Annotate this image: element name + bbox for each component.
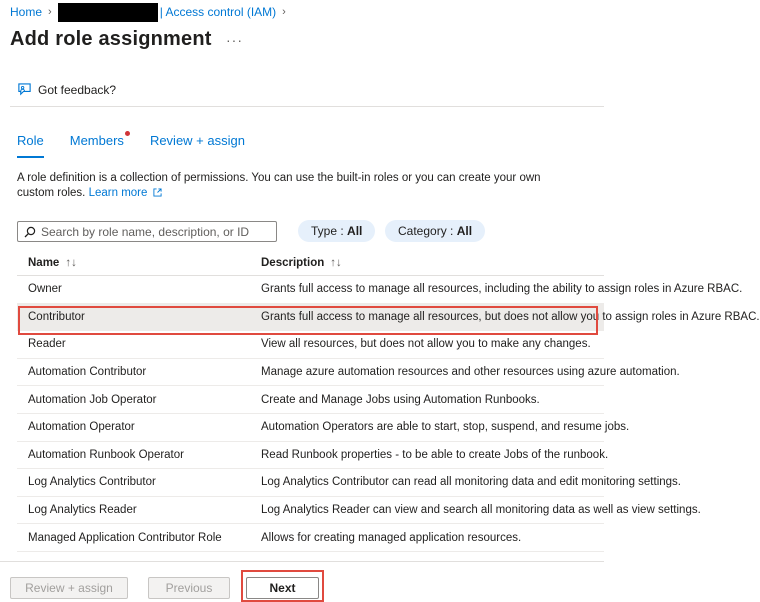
description-text: A role definition is a collection of permissions. You can use the built-in roles or you can create your own custom roles. <box>17 172 541 199</box>
table-row-contributor[interactable] <box>17 304 760 332</box>
role-description: Read Runbook properties - to be able to create Jobs of the runbook. <box>261 448 609 461</box>
role-name: Log Analytics Reader <box>28 504 137 517</box>
role-name: Log Analytics Contributor <box>28 476 156 489</box>
tab-bar <box>17 134 271 158</box>
external-link-icon <box>153 188 162 197</box>
category-filter-value: All <box>456 224 473 238</box>
column-name-label: Name <box>28 256 60 269</box>
roles-table <box>17 250 760 552</box>
role-description: Log Analytics Reader can view and search all monitoring data as well as view settings. <box>261 504 701 517</box>
type-filter-pill[interactable] <box>298 220 375 242</box>
breadcrumb <box>10 4 286 20</box>
table-row-log-analytics-contributor[interactable] <box>17 469 681 497</box>
chevron-right-icon: › <box>282 6 286 18</box>
role-name: Automation Contributor <box>28 366 147 379</box>
feedback-label: Got feedback? <box>38 82 117 97</box>
category-filter-pill[interactable] <box>385 220 485 242</box>
role-description: Log Analytics Contributor can read all monitoring data and edit monitoring settings. <box>261 476 681 489</box>
search-input[interactable] <box>41 225 261 239</box>
role-name: Contributor <box>28 310 85 323</box>
role-name: Automation Job Operator <box>28 393 157 406</box>
sort-icon[interactable]: ↑↓ <box>330 256 342 269</box>
type-filter-value: All <box>347 224 363 238</box>
learn-more-link[interactable] <box>89 187 162 199</box>
role-name: Managed Application Contributor Role <box>28 531 222 544</box>
table-row-reader[interactable] <box>17 331 604 359</box>
role-description: Manage azure automation resources and other resources using azure automation. <box>261 366 680 379</box>
learn-more-label: Learn more <box>88 187 148 199</box>
table-row-automation-runbook-operator[interactable] <box>17 442 609 470</box>
role-description-text <box>17 171 547 201</box>
role-search-box[interactable] <box>17 221 277 242</box>
footer-divider <box>0 561 604 562</box>
role-name: Owner <box>28 283 62 296</box>
chevron-right-icon: › <box>48 6 52 18</box>
review-assign-button[interactable]: Review + assign <box>10 577 128 599</box>
table-row-managed-application-contributor-role[interactable] <box>17 524 604 552</box>
role-name: Automation Operator <box>28 421 135 434</box>
column-header-description[interactable] <box>261 257 342 269</box>
table-row-automation-operator[interactable] <box>17 414 630 442</box>
table-header <box>17 250 604 276</box>
role-name: Reader <box>28 338 66 351</box>
role-description: Automation Operators are able to start, stop, suspend, and resume jobs. <box>261 421 630 434</box>
role-name: Automation Runbook Operator <box>28 448 184 461</box>
more-options-icon[interactable]: ··· <box>226 32 243 48</box>
role-description: Grants full access to manage all resources, but does not allow you to assign roles in Azure RBAC. <box>261 310 760 323</box>
redacted-resource-name <box>58 3 158 22</box>
tab-members-label: Members <box>69 133 124 148</box>
column-header-name[interactable] <box>17 257 261 269</box>
category-filter-label: Category : <box>398 224 457 238</box>
type-filter-label: Type : <box>311 224 348 238</box>
role-description: View all resources, but does not allow you to make any changes. <box>261 338 591 351</box>
tab-members[interactable] <box>70 134 124 158</box>
tab-role-label: Role <box>17 133 44 148</box>
tab-review-assign[interactable] <box>150 134 245 158</box>
role-description: Allows for creating managed application resources. <box>261 531 522 544</box>
required-indicator <box>125 131 130 136</box>
breadcrumb-iam-link[interactable]: | Access control (IAM) <box>159 5 277 19</box>
table-row-log-analytics-reader[interactable] <box>17 497 701 525</box>
feedback-link[interactable] <box>17 82 116 97</box>
breadcrumb-home-link[interactable]: Home <box>10 5 43 19</box>
previous-button[interactable]: Previous <box>148 577 230 599</box>
table-row-owner[interactable] <box>17 276 743 304</box>
role-description: Create and Manage Jobs using Automation Runbooks. <box>261 393 540 406</box>
page-title: Add role assignment <box>10 28 212 50</box>
tab-review-assign-label: Review + assign <box>149 133 245 148</box>
table-row-automation-contributor[interactable] <box>17 359 680 387</box>
table-row-automation-job-operator[interactable] <box>17 386 604 414</box>
divider <box>10 106 604 107</box>
column-description-label: Description <box>261 256 325 269</box>
next-button[interactable]: Next <box>246 577 319 599</box>
role-description: Grants full access to manage all resources, including the ability to assign roles in Azure RBAC. <box>261 283 743 296</box>
tab-role[interactable] <box>17 134 44 158</box>
feedback-icon <box>17 82 32 97</box>
search-icon <box>24 226 36 238</box>
sort-icon[interactable]: ↑↓ <box>65 256 77 269</box>
